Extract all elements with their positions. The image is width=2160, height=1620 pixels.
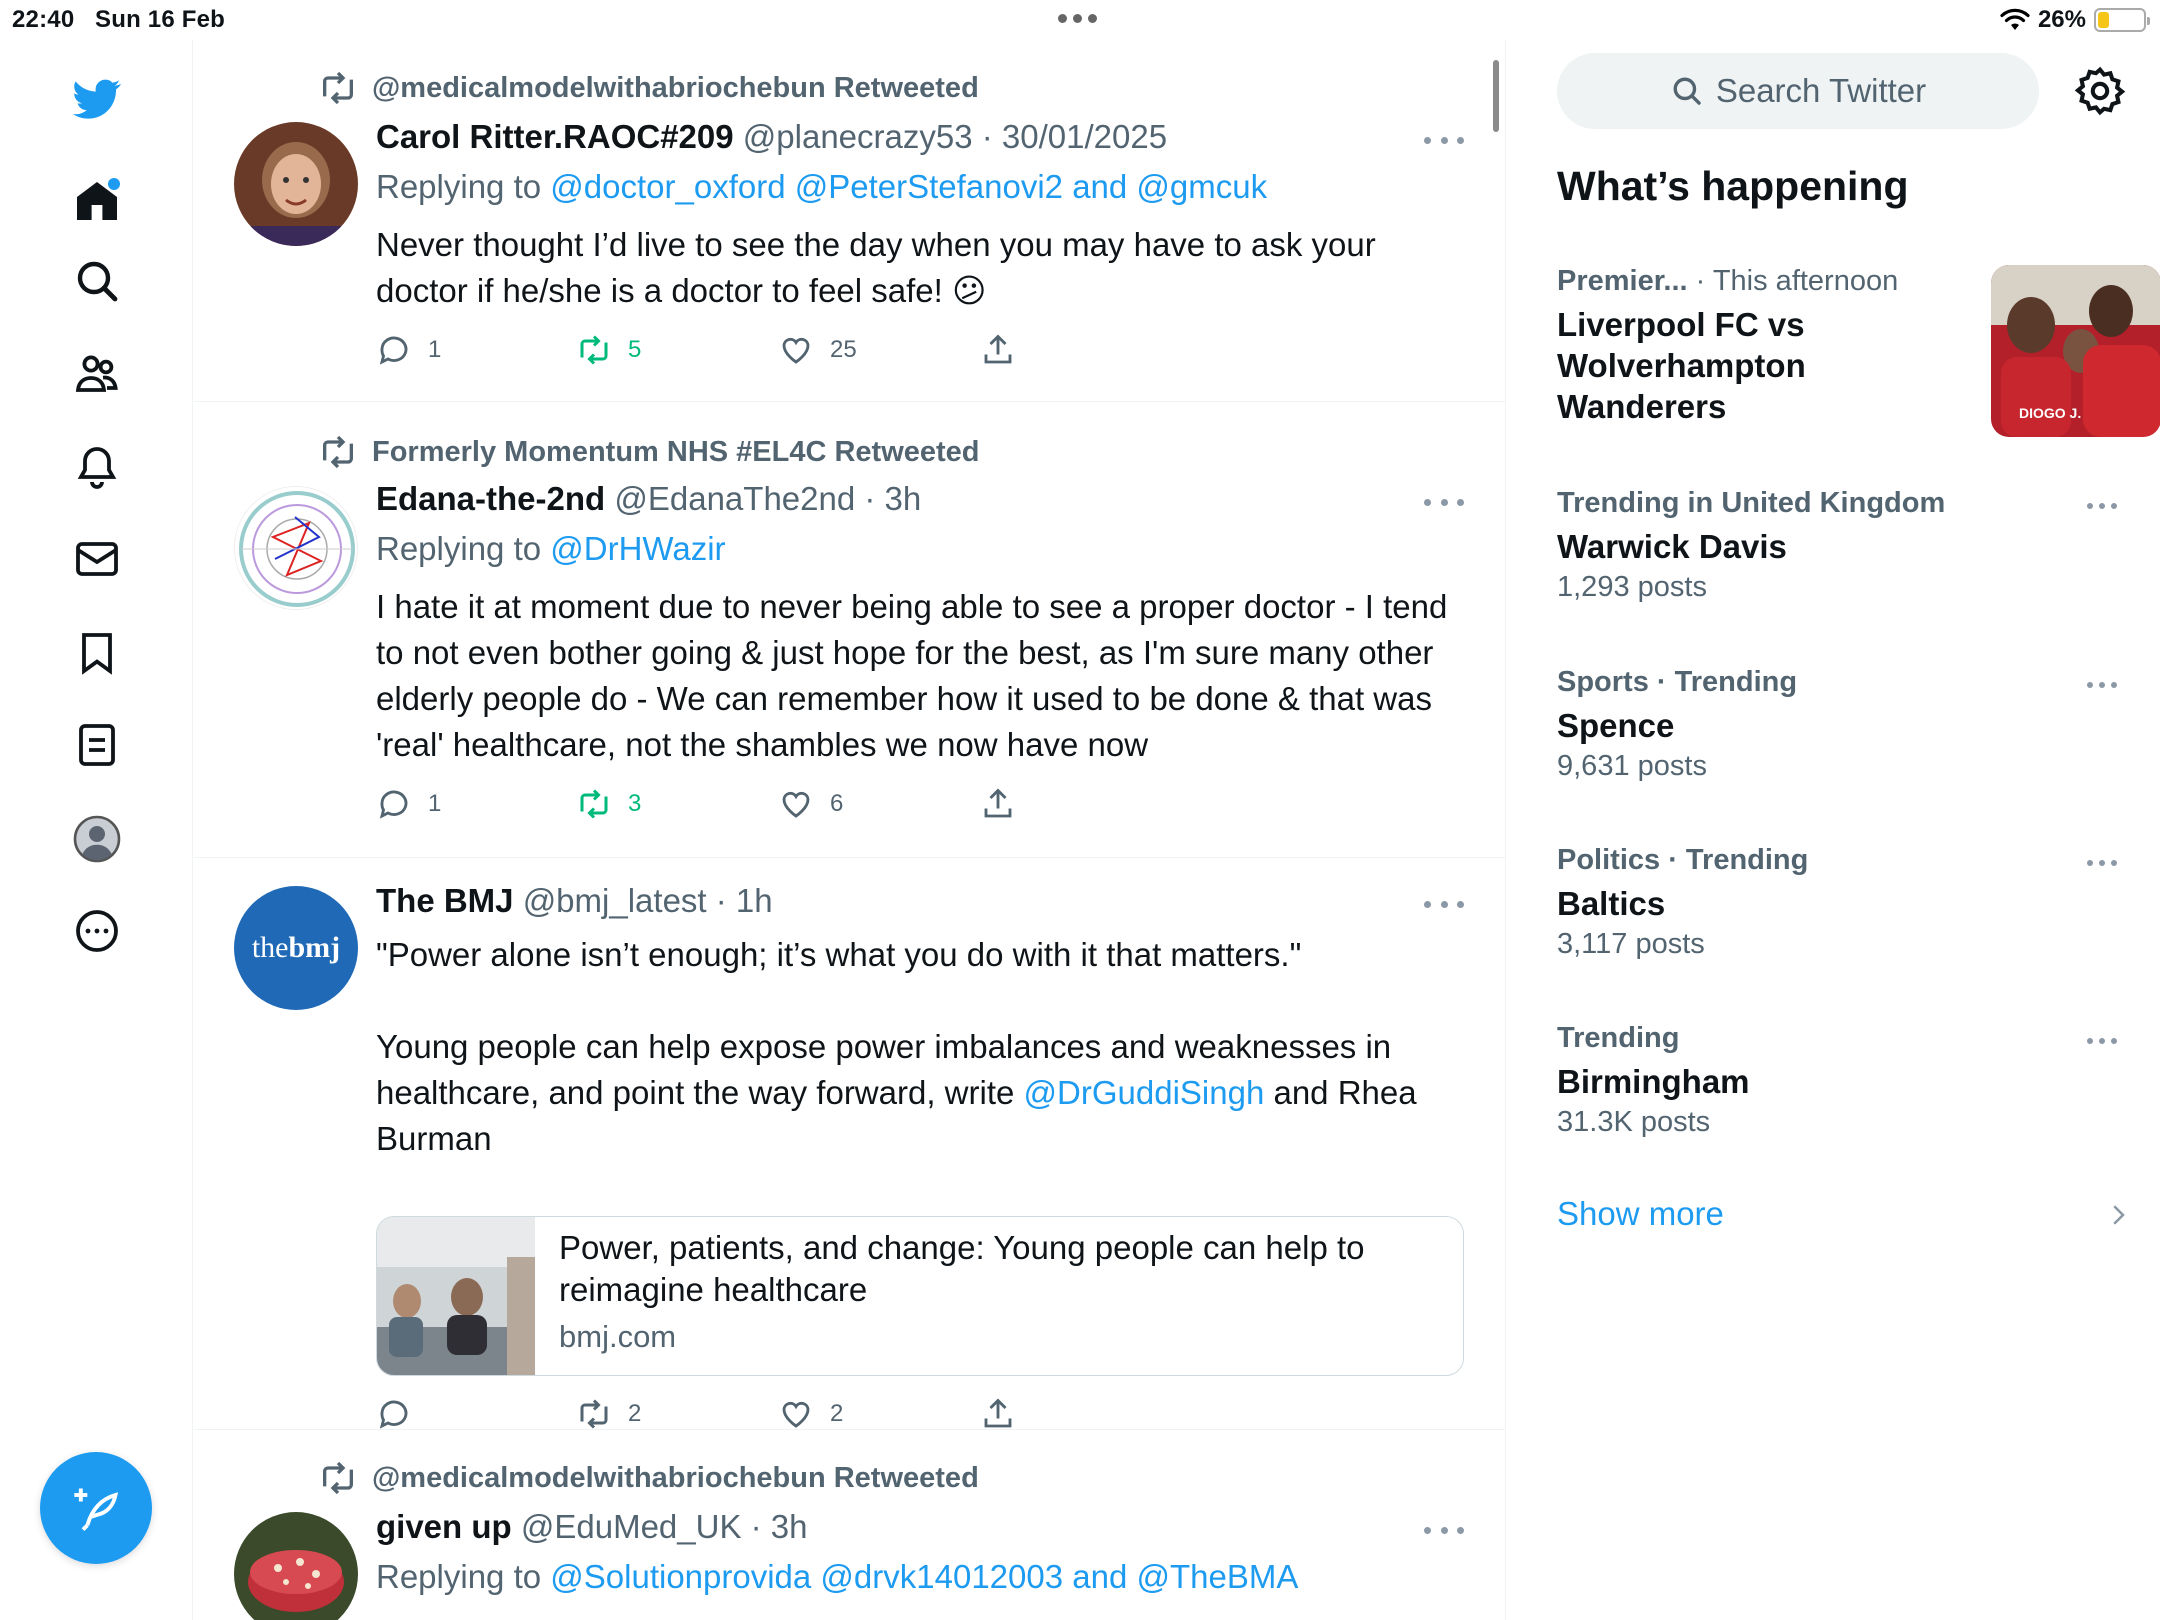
author-name[interactable]: The BMJ xyxy=(376,882,514,919)
avatar[interactable] xyxy=(234,122,358,246)
search-input[interactable] xyxy=(1557,53,2039,129)
retweet-button[interactable] xyxy=(576,786,641,822)
tweet[interactable] xyxy=(194,40,1506,402)
trend-category: Politics · Trending xyxy=(1557,844,1809,876)
confused-face-emoji: 😕 xyxy=(952,272,987,309)
trend-item[interactable] xyxy=(1557,265,2117,427)
home-timeline[interactable] xyxy=(194,40,1506,1620)
retweeted-by-label[interactable]: @medicalmodelwithabriochebun Retweeted xyxy=(372,1461,979,1494)
retweet-context xyxy=(318,1458,979,1498)
trend-item[interactable] xyxy=(1557,666,2117,783)
reply-button[interactable] xyxy=(376,786,441,822)
tweet-header xyxy=(376,118,1167,156)
status-bar xyxy=(0,0,2160,40)
tweet-quote-line: "Power alone isn’t enough; it’s what you do with it that matters." xyxy=(376,936,1302,973)
trend-category: Trending in United Kingdom xyxy=(1557,487,1946,519)
status-time xyxy=(12,6,225,34)
retweet-icon xyxy=(318,1458,358,1498)
like-count: 25 xyxy=(830,336,857,363)
retweeted-by-label[interactable]: @medicalmodelwithabriochebun Retweeted xyxy=(372,71,979,104)
retweet-button[interactable] xyxy=(576,332,641,368)
trend-context xyxy=(1557,487,2117,520)
trend-post-count: 31.3K posts xyxy=(1557,1106,1711,1138)
clock: 22:40 xyxy=(12,6,75,33)
right-sidebar xyxy=(1507,40,2160,1620)
reply-count: 1 xyxy=(428,336,442,363)
messages-envelope-icon[interactable] xyxy=(62,524,132,594)
like-button[interactable] xyxy=(778,786,843,822)
author-name[interactable]: Carol Ritter.RAOC#209 xyxy=(376,118,734,155)
replying-to xyxy=(376,168,1267,206)
battery-icon xyxy=(2094,8,2146,32)
retweet-count: 2 xyxy=(628,1400,642,1427)
trend-context xyxy=(1557,666,2117,699)
status-indicators xyxy=(2000,6,2146,34)
trend-title: Birmingham xyxy=(1557,1063,1750,1100)
trend-image-caption: DIOGO J. xyxy=(2019,405,2082,421)
compose-feather-icon xyxy=(70,1482,122,1534)
trend-more-options-icon[interactable] xyxy=(2087,501,2117,511)
tweet-header xyxy=(376,1508,808,1546)
tweet-text xyxy=(376,222,1456,314)
wifi-icon xyxy=(2000,8,2030,32)
retweet-context xyxy=(318,68,979,108)
multitasking-dots-icon[interactable] xyxy=(1058,14,1097,23)
tweet-more-options-icon[interactable] xyxy=(1424,894,1464,914)
show-more-link[interactable]: Show more xyxy=(1557,1195,1724,1232)
heart-icon xyxy=(778,332,814,368)
trend-title: Baltics xyxy=(1557,885,1666,922)
share-icon xyxy=(980,1396,1016,1432)
author-handle-time[interactable]: @EdanaThe2nd · 3h xyxy=(614,480,922,517)
share-button[interactable] xyxy=(980,786,1016,822)
trend-post-count: 9,631 posts xyxy=(1557,750,1707,782)
tweet[interactable] xyxy=(194,402,1506,858)
trend-context xyxy=(1557,844,2117,877)
avatar[interactable] xyxy=(234,886,358,1010)
author-name[interactable]: Edana-the-2nd xyxy=(376,480,606,517)
search-placeholder: Search Twitter xyxy=(1715,72,1927,109)
heart-icon xyxy=(778,786,814,822)
trend-time: · This afternoon xyxy=(1687,265,1899,297)
retweet-icon xyxy=(318,68,358,108)
trend-more-options-icon[interactable] xyxy=(2087,680,2117,690)
replying-to-label: Replying to xyxy=(376,530,551,567)
tweet-more-options-icon[interactable] xyxy=(1424,492,1464,512)
tweet-actions xyxy=(376,786,1076,830)
avatar[interactable] xyxy=(234,1512,358,1620)
author-handle-time[interactable]: @planecrazy53 · 30/01/2025 xyxy=(742,118,1168,155)
replying-to-label: Replying to xyxy=(376,168,551,205)
retweet-icon xyxy=(576,786,612,822)
like-count: 6 xyxy=(830,790,844,817)
author-handle-time[interactable]: @EduMed_UK · 3h xyxy=(520,1508,808,1545)
reply-mentions[interactable]: @Solutionprovida @drvk14012003 and @TheBMA xyxy=(550,1558,1299,1595)
avatar[interactable] xyxy=(234,486,358,610)
tweet-body: Never thought I’d live to see the day when you may have to ask your doctor if he/she is a doctor to feel safe! xyxy=(376,226,1376,309)
date: Sun 16 Feb xyxy=(95,6,226,33)
communities-icon[interactable] xyxy=(62,338,132,408)
reply-icon xyxy=(376,332,412,368)
trend-category: Sports · Trending xyxy=(1557,666,1798,698)
tweet-body xyxy=(376,1024,1456,1162)
whats-happening-heading: What’s happening xyxy=(1557,163,1909,209)
reply-button[interactable] xyxy=(376,332,441,368)
tweet-actions xyxy=(376,332,1076,376)
tweet-body-tail: and Rhea Burman xyxy=(376,1074,1417,1157)
tweet[interactable] xyxy=(194,858,1506,1430)
like-count: 2 xyxy=(830,1400,844,1427)
heart-icon xyxy=(778,1396,814,1432)
reply-mentions[interactable]: @doctor_oxford @PeterStefanovi2 and @gmcuk xyxy=(550,168,1268,205)
bmj-logo-prefix: the xyxy=(251,931,289,964)
trend-title: Liverpool FC vs Wolverhampton Wanderers xyxy=(1557,306,1806,425)
share-icon xyxy=(980,332,1016,368)
author-name[interactable]: given up xyxy=(376,1508,512,1545)
compose-tweet-button[interactable] xyxy=(40,1452,152,1564)
share-button[interactable] xyxy=(980,1396,1016,1432)
reply-button[interactable] xyxy=(376,1396,428,1432)
replying-to xyxy=(376,530,726,568)
tweet-body-text: Young people can help expose power imbalances and weaknesses in healthcare, and point the way forward, write xyxy=(376,1028,1392,1111)
share-icon xyxy=(980,786,1016,822)
notifications-bell-icon[interactable] xyxy=(62,432,132,502)
tweet[interactable] xyxy=(194,1430,1506,1620)
trend-item[interactable] xyxy=(1557,844,2117,961)
trend-item[interactable] xyxy=(1557,487,2117,604)
trend-context xyxy=(1557,1022,2117,1055)
twitter-logo-icon[interactable] xyxy=(62,64,132,134)
home-unread-dot xyxy=(108,178,120,190)
bmj-logo xyxy=(252,931,340,965)
profile-avatar-icon[interactable] xyxy=(62,804,132,874)
tweet-more-options-icon[interactable] xyxy=(1424,1520,1464,1540)
tweet-more-options-icon[interactable] xyxy=(1424,130,1464,150)
retweet-icon xyxy=(576,1396,612,1432)
retweet-icon xyxy=(318,432,358,472)
trend-item[interactable] xyxy=(1557,1022,2117,1139)
trend-more-options-icon[interactable] xyxy=(2087,858,2117,868)
reply-count: 1 xyxy=(428,790,442,817)
trend-more-options-icon[interactable] xyxy=(2087,1036,2117,1046)
tweet-header xyxy=(376,882,773,920)
link-preview-card[interactable] xyxy=(376,1216,1464,1376)
search-icon[interactable] xyxy=(62,246,132,316)
like-button[interactable] xyxy=(778,332,857,368)
like-button[interactable] xyxy=(778,1396,843,1432)
trend-post-count: 1,293 posts xyxy=(1557,571,1707,603)
reply-mentions[interactable]: @DrHWazir xyxy=(550,530,726,567)
reply-icon xyxy=(376,786,412,822)
retweet-icon xyxy=(576,332,612,368)
trend-category: Trending xyxy=(1557,1022,1680,1054)
home-icon[interactable] xyxy=(62,166,132,236)
tweet-text xyxy=(376,932,1456,1162)
retweet-context xyxy=(318,432,980,472)
card-title: Power, patients, and change: Young people can help to reimagine healthcare xyxy=(559,1229,1365,1308)
retweet-count: 3 xyxy=(628,790,642,817)
more-options-circle-icon[interactable] xyxy=(62,896,132,966)
chevron-right-icon[interactable] xyxy=(2103,1200,2133,1230)
author-handle-time[interactable]: @bmj_latest · 1h xyxy=(522,882,773,919)
trend-post-count: 3,117 posts xyxy=(1557,928,1705,960)
retweet-count: 5 xyxy=(628,336,642,363)
retweet-button[interactable] xyxy=(576,1396,641,1432)
replying-to xyxy=(376,1558,1298,1596)
retweeted-by-label[interactable]: Formerly Momentum NHS #EL4C Retweeted xyxy=(372,435,980,468)
trend-title: Spence xyxy=(1557,707,1675,744)
lists-icon[interactable] xyxy=(62,710,132,780)
bmj-logo-main: bmj xyxy=(288,931,341,964)
card-domain: bmj.com xyxy=(559,1319,677,1354)
left-navigation xyxy=(0,40,193,1620)
settings-gear-icon[interactable] xyxy=(2073,64,2127,118)
replying-to-label: Replying to xyxy=(376,1558,551,1595)
share-button[interactable] xyxy=(980,332,1016,368)
trend-category: Premier... xyxy=(1557,265,1688,297)
tweet-text: I hate it at moment due to never being able to see a proper doctor - I tend to not even bother going & just hope for the best, as I'm sure many other elderly people do - We can remember how it used to be done & that was 'real' healthcare, not the shambles we now have now xyxy=(376,588,1448,763)
mention-link[interactable]: @DrGuddiSingh xyxy=(1023,1074,1265,1111)
trend-title: Warwick Davis xyxy=(1557,528,1787,565)
battery-percent: 26% xyxy=(2037,6,2086,33)
tweet-header xyxy=(376,480,921,518)
card-thumbnail xyxy=(377,1217,535,1376)
bookmarks-icon[interactable] xyxy=(62,618,132,688)
trend-thumbnail xyxy=(1991,265,2160,437)
reply-icon xyxy=(376,1396,412,1432)
search-icon xyxy=(1670,74,1704,108)
